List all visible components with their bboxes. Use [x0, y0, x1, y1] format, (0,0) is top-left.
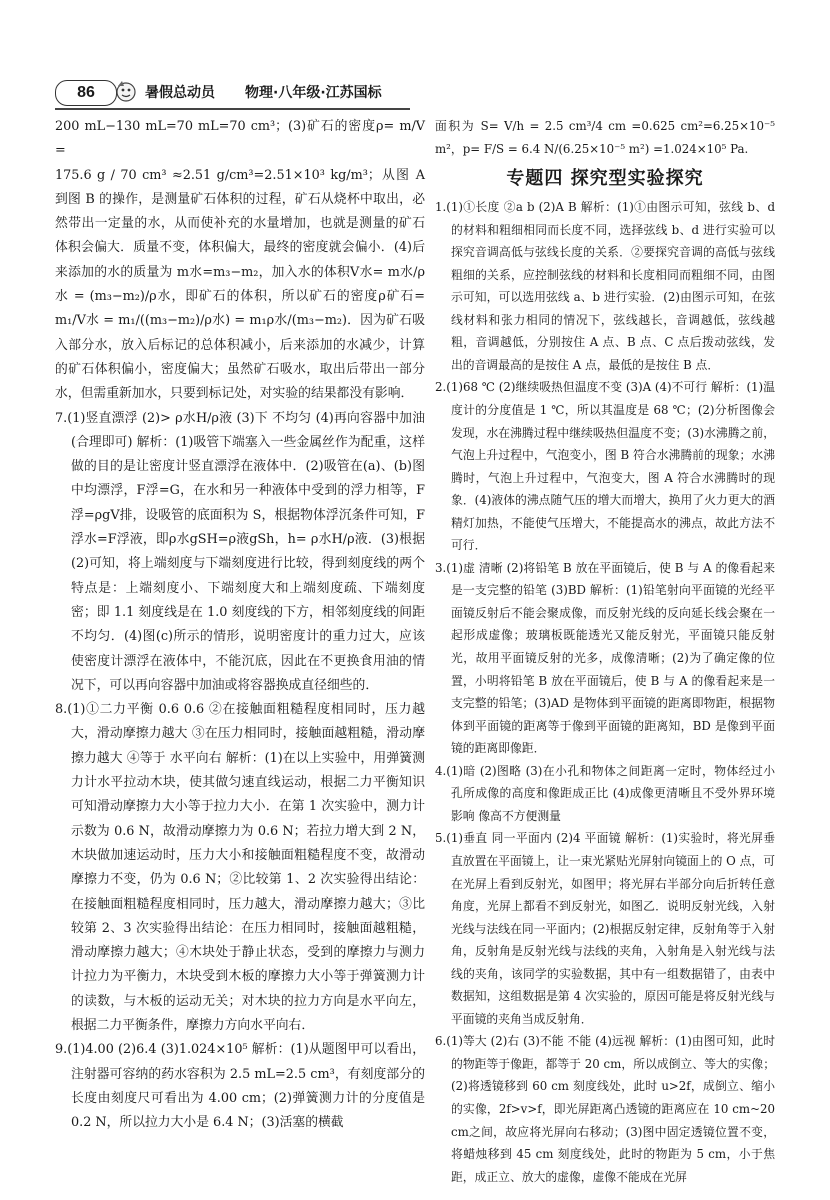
page-header — [55, 80, 775, 110]
answer-item-6: 6.(1)等大 (2)右 (3)不能 不能 (4)远视 解析：(1)由图可知，此时的物距等于像距，都等于 20 cm，所以成倒立、等大的实像；(2)将透镜移到 60 cm 刻度线处，此时 u>2f，成倒立、缩小的实像，2f>v>f，即光屏距离凸透镜的距离应在 10 cm~20 cm之间，故应将光屏向右移动；(3)图中固定透镜位置不变，将蜡烛移到 45 cm 刻度线处，此时的物距为 5 cm，小于焦距，成正立、放大的虚像，虚像不能成在光屏 — [435, 1034, 775, 1184]
header-rule — [55, 108, 410, 110]
section-title: 专题四 探究型实验探究 — [506, 168, 704, 190]
answer-item-5: 5.(1)垂直 同一平面内 (2)4 平面镜 解析：(1)实验时，将光屏垂直放置在平面镜上，让一束光紧贴光屏射向镜面上的 O 点，可在光屏上看到反射光，如图甲；将光屏右半部分向后折转任意角度，光屏上都看不到反射光，如图乙．说明反射光线，入射光线与法线在同一平面内；(2)根据反射定律，反射角等于入射角，反射角是反射光线与法线的夹角，入射角是入射光线与法线的夹角，该同学的实验数据，其中有一组数据错了，由表中数据知，这组数据是第 4 次实验的，原因可能是将反射光线与平面镜的夹角当成反射角． — [435, 831, 775, 1026]
answer-text: 175.6 g / 70 cm³ ≈2.51 g/cm³=2.51×10³ kg/m³；从图 A 到图 B 的操作，是测量矿石体积的过程，矿石从烧杯中取出，必然带出一定量的水，从而使补充的水量增加，也就是测量的矿石体积会偏大．质量不变，体积偏大，最终的密度就会偏小．(4)后来添加的水的质量为 m水=m₃−m₂，加入水的体积V水= m水/ρ水 = (m₃−m₂)/ρ水，即矿石的体积，所以矿石的密度ρ矿石= m₁/V水 = m₁/((m₃−m₂)/ρ水) = m₁ρ水/(m₃−m₂)．因为矿石吸入部分水，放入后标记的总体积减小，后来添加的水减少，计算的矿石体积偏小，密度偏大；虽然矿石吸水，取出后带出一部分水，但需重新加水，只要到标记处，对实验的结果都没有影响． — [55, 167, 425, 402]
answer-item-3: 3.(1)虚 清晰 (2)将铅笔 B 放在平面镜后，使 B 与 A 的像看起来是一支完整的铅笔 (3)BD 解析：(1)铅笔射向平面镜的光经平面镜反射后不能会聚成像，而反射光线的反向延长线会聚在一起形成虚像；玻璃板既能透光又能反射光，平面镜只能反射光，故用平面镜反射的光多，成像清晰；(2)为了确定像的位置，小明将铅笔 B 放在平面镜后，使 B 与 A 的像看起来是一支完整的铅笔；(3)AD 是物体到平面镜的距离即物距，根据物体到平面镜的距离等于像到平面镜的距离知，BD 是像到平面镜的距离即像距． — [435, 560, 775, 756]
book-title: 暑假总动员 — [145, 85, 215, 101]
answer-item-1: 1.(1)①长度 ②a b (2)A B 解析：(1)①由图示可知，弦线 b、d 的材料和粗细相同而长度不同，选择弦线 b、d 进行实验可以探究音调高低与弦线长度的关系．②要探究音调的高低与弦线粗细的关系，应控制弦线的材料和长度相同而粗细不同，由图示可知，可以选用弦线 a、b 进行实验．(2)由图示可知，在弦线材料和张力相同的情况下，弦线越长，音调越低，弦线越粗，音调越低，分别按住 A 点、B 点、C 点后拨动弦线，发出的音调最高的是按住 A 点，最低的是按住 B 点． — [435, 200, 775, 372]
right-column — [435, 115, 775, 1188]
answer-item-7: 7.(1)竖直漂浮 (2)> ρ水H/ρ液 (3)下 不均匀 (4)再向容器中加油(合理即可) 解析：(1)吸管下端塞入一些金属丝作为配重，这样做的目的是让密度计竖直漂浮在液体中．(2)吸管在(a)、(b)图中均漂浮，F浮=G，在水和另一种液体中受到的浮力相等，F浮=ρgV排，设吸管的底面积为 S，根据物体浮沉条件可知，F浮水=F浮液，即ρ水gSH=ρ液gSh，h= ρ水H/ρ液．(3)根据(2)可知，将上端刻度与下端刻度进行比较，得到刻度线的两个特点是：上端刻度小、下端刻度大和上端刻度疏、下端刻度密；即 1.1 刻度线是在 1.0 刻度线的下方，相邻刻度线的间距不均匀．(4)图(c)所示的情形，说明密度计的重力过大，应该使密度计漂浮在液体中，不能沉底，因此在不更换食用油的情况下，可以再向容器中加油或将容器换成直径细些的． — [55, 410, 425, 693]
answer-item-8: 8.(1)①二力平衡 0.6 0.6 ②在接触面粗糙程度相同时，压力越大，滑动摩擦力越大 ③在压力相同时，接触面越粗糙，滑动摩擦力越大 ④等于 水平向右 解析：(1)在以上实验中，用弹簧测力计水平拉动木块，使其做匀速直线运动，根据二力平衡知识可知滑动摩擦力大小等于拉力大小．在第 1 次实验中，测力计示数为 0.6 N，故滑动摩擦力为 0.6 N；若拉力增大到 2 N，木块做加速运动时，压力大小和接触面粗糙程度不变，故滑动摩擦力不变，仍为 0.6 N；②比较第 1、2 次实验得出结论：在接触面粗糙程度相同时，压力越大，滑动摩擦力越大；③比较第 2、3 次实验得出结论：在压力相同时，接触面越粗糙，滑动摩擦力越大；④木块处于静止状态，受到的摩擦力与测力计拉力为平衡力，木块受到木板的摩擦力大小等于弹簧测力计的读数，与木板的运动无关；对木块的拉力方向是水平向左，根据二力平衡条件，摩擦力方向水平向右． — [55, 702, 425, 1033]
mascot-icon — [113, 78, 139, 104]
answer-item-9: 9.(1)4.00 (2)6.4 (3)1.024×10⁵ 解析：(1)从题图甲可以看出，注射器可容纳的药水容积为 2.5 mL=2.5 cm³，有刻度部分的长度由刻度尺可看出为 4.00 cm；(2)弹簧测力计的分度值是 0.2 N，所以拉力大小是 6.4 N；(3)活塞的横截 — [55, 1042, 425, 1131]
left-column — [55, 115, 425, 1135]
answer-text: 面积为 S= V/h = 2.5 cm³/4 cm =0.625 cm²=6.25×10⁻⁵ m²，p= F/S = 6.4 N/(6.25×10⁻⁵ m²) =1.024×10⁵ Pa. — [435, 119, 775, 156]
answer-text: 200 mL−130 mL=70 mL=70 cm³；(3)矿石的密度ρ= m/V = — [55, 119, 425, 159]
page-number: 86 — [55, 80, 117, 106]
subject-line: 物理·八年级·江苏国标 — [245, 85, 382, 101]
answer-item-2: 2.(1)68 ℃ (2)继续吸热但温度不变 (3)A (4)不可行 解析：(1)温度计的分度值是 1 ℃，所以其温度是 68 ℃；(2)分析图像会发现，水在沸腾过程中继续吸热但温度不变；(3)水沸腾之前，气泡上升过程中，气泡变小，图 B 符合水沸腾前的现象；水沸腾时，气泡上升过程中，气泡变大，图 A 符合水沸腾时的现象．(4)液体的沸点随气压的增大而增大，换用了火力更大的酒精灯加热，不能使气压增大，不能提高水的沸点，故此方法不可行． — [435, 380, 775, 553]
answer-item-4: 4.(1)暗 (2)图略 (3)在小孔和物体之间距离一定时，物体经过小孔所成像的高度和像距成正比 (4)成像更清晰且不受外界环境影响 像高不方便测量 — [435, 763, 775, 823]
